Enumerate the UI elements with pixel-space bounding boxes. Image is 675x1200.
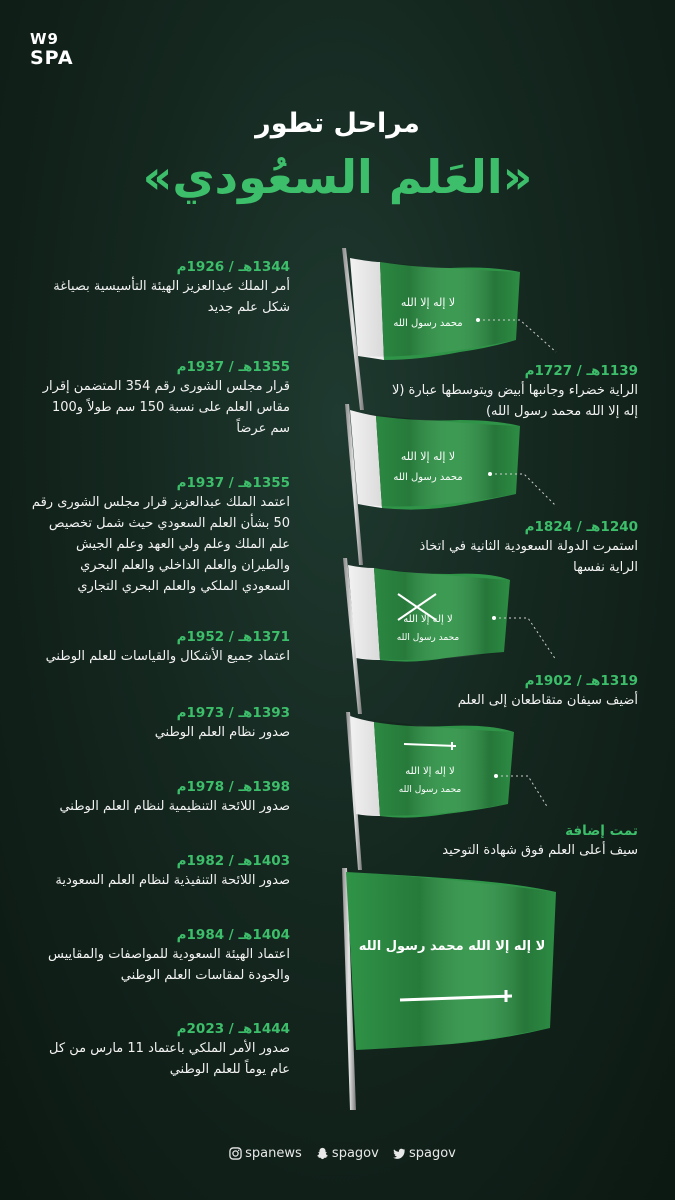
flag-current: [342, 868, 556, 1110]
timeline-entry-1952: [30, 628, 290, 667]
flag-inscription: لا إله إلا الله محمد رسول الله: [358, 939, 546, 954]
twitter-handle[interactable]: spagov: [408, 1146, 456, 1161]
entry-date: 1344هـ / 1926م: [176, 259, 290, 275]
entry-date: 1444هـ / 2023م: [176, 1021, 290, 1037]
entry-date: 1240هـ / 1824م: [524, 519, 638, 535]
instagram-icon[interactable]: [229, 1147, 242, 1160]
entry-description: سيف أعلى العلم فوق شهادة التوحيد: [442, 843, 638, 858]
entry-date: 1398هـ / 1978م: [176, 779, 290, 795]
entry-description: صدور نظام العلم الوطني: [154, 725, 290, 740]
timeline-entry-1984: [30, 926, 290, 986]
entry-date: 1404هـ / 1984م: [176, 927, 290, 943]
entry-date: 1371هـ / 1952م: [176, 629, 290, 645]
entry-date: 1355هـ / 1937م: [176, 359, 290, 375]
entry-description: استمرت الدولة السعودية الثانية في اتخاذ الراية نفسها: [419, 539, 638, 575]
snapchat-icon[interactable]: [316, 1147, 329, 1160]
entry-date: 1403هـ / 1982م: [176, 853, 290, 869]
flag-inscription-2: محمد رسول الله: [396, 633, 460, 643]
entry-description: اعتمد الملك عبدالعزيز قرار مجلس الشورى رقم 50 بشأن العلم السعودي حيث شمل تخصيص علم الملك وعلم ولي العهد وعلم الجيش والطيران والعلم الداخلي والعلم البحري السعودي الملكي والعلم البحري التجاري: [31, 495, 290, 594]
timeline-entry-sword: [388, 822, 638, 861]
flag-inscription-2: محمد رسول الله: [393, 318, 463, 329]
entry-date: 1355هـ / 1937م: [176, 475, 290, 491]
entry-description: صدور الأمر الملكي باعتماد 11 مارس من كل عام يوماً للعلم الوطني: [49, 1041, 290, 1077]
flag-inscription: لا إله إلا الله: [403, 614, 453, 625]
timeline-entry-1973: [30, 704, 290, 743]
entry-date: 1393هـ / 1973م: [176, 705, 290, 721]
flag-inscription-2: محمد رسول الله: [398, 785, 462, 795]
instagram-handle[interactable]: spanews: [245, 1146, 302, 1161]
entry-description: صدور اللائحة التنفيذية لنظام العلم السعودية: [55, 873, 290, 888]
entry-description: صدور اللائحة التنظيمية لنظام العلم الوطني: [59, 799, 290, 814]
timeline-entry-1824: [388, 518, 638, 578]
timeline-entry-1937-b: [30, 474, 290, 597]
entry-date: تمت إضافة: [565, 823, 638, 839]
entry-description: أضيف سيفان متقاطعان إلى العلم: [457, 693, 638, 708]
timeline-entry-1978: [30, 778, 290, 817]
timeline-entry-1926: [30, 258, 290, 318]
twitter-icon[interactable]: [393, 1147, 406, 1160]
logo-line-2: SPA: [30, 47, 74, 69]
page-title: مراحل تطور: [255, 108, 420, 139]
snapchat-handle[interactable]: spagov: [331, 1146, 379, 1161]
flag-inscription-2: محمد رسول الله: [393, 472, 463, 483]
entry-description: قرار مجلس الشورى رقم 354 المتضمن إقرار مقاس العلم على نسبة 150 سم طولاً و100 سم عرضاً: [42, 379, 290, 436]
timeline-entry-1937-a: [30, 358, 290, 439]
flag-inscription: لا إله إلا الله: [405, 766, 455, 777]
flag-inscription: لا إله إلا الله: [400, 296, 456, 309]
logo-line-1: W9: [30, 30, 59, 48]
timeline-entry-1982: [30, 852, 290, 891]
timeline-entry-1902: [388, 672, 638, 711]
entry-description: اعتماد جميع الأشكال والقياسات للعلم الوطني: [45, 649, 290, 664]
flag-inscription: لا إله إلا الله: [400, 450, 456, 463]
social-bar: [0, 1146, 675, 1161]
timeline-entry-1727: [388, 362, 638, 422]
entry-description: اعتماد الهيئة السعودية للمواصفات والمقاييس والجودة لمقاسات العلم الوطني: [48, 947, 290, 983]
page-subtitle: «العَلم السعُودي»: [142, 150, 533, 204]
entry-description: أمر الملك عبدالعزيز الهيئة التأسيسية بصياغة شكل علم جديد: [53, 279, 290, 315]
entry-description: الراية خضراء وجانبها أبيض ويتوسطها عبارة (لا إله إلا الله محمد رسول الله): [391, 383, 638, 419]
entry-date: 1319هـ / 1902م: [524, 673, 638, 689]
timeline-entry-2023: [30, 1020, 290, 1080]
entry-date: 1139هـ / 1727م: [524, 363, 638, 379]
